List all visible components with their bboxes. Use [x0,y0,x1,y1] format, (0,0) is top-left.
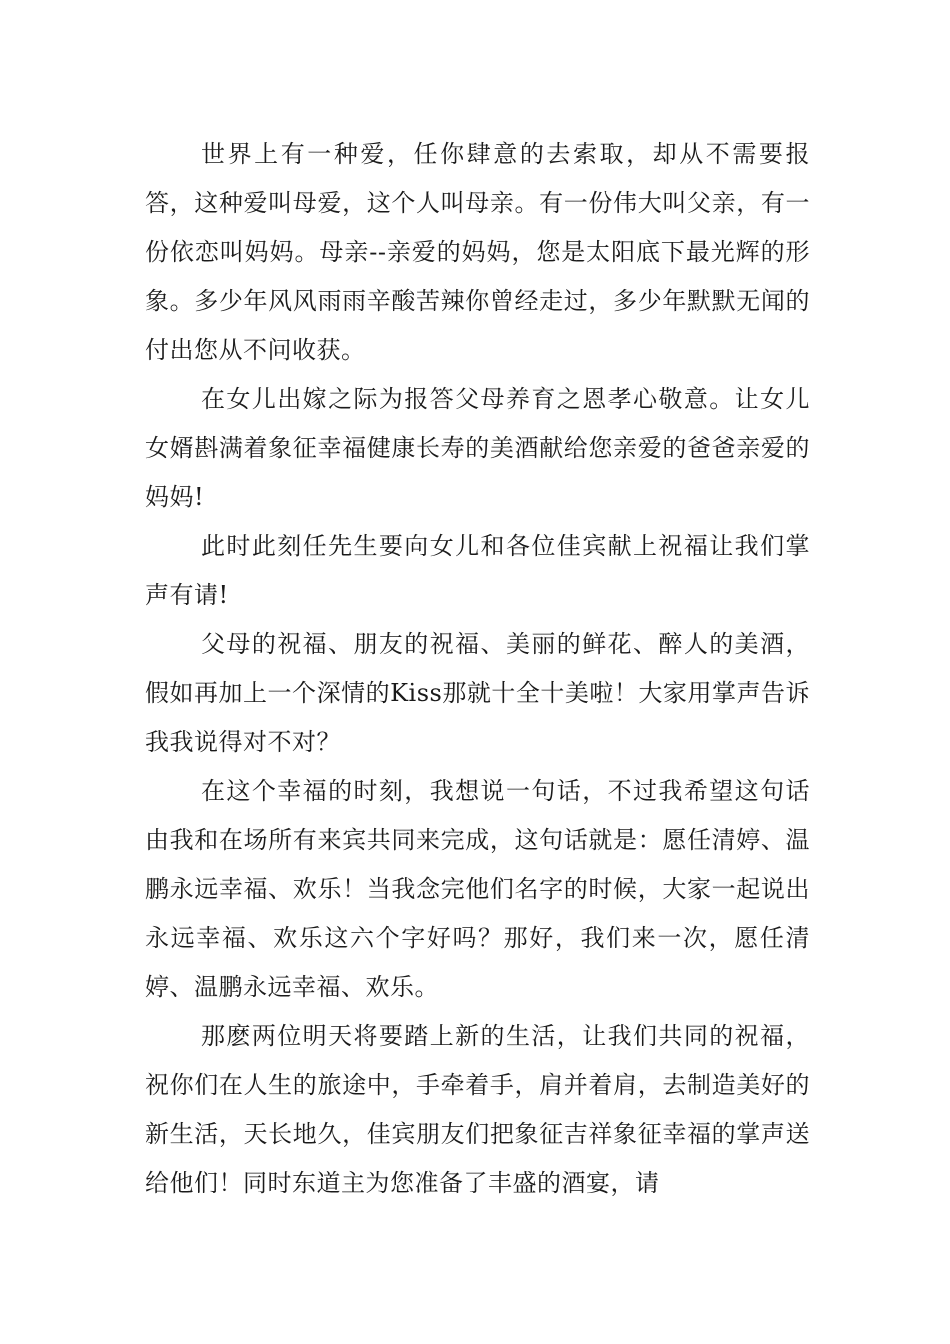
paragraph-wish-together: 在这个幸福的时刻，我想说一句话，不过我希望这句话由我和在场所有来宾共同来完成，这句话就是：愿任清婷、温鹏永远幸福、欢乐！当我念完他们名字的时候，大家一起说出永远幸福、欢乐这六个字好吗？那好，我们来一次，愿任清婷、温鹏永远幸福、欢乐。 [145,777,810,1001]
document-body [145,130,810,1208]
paragraph-mothers-love: 世界上有一种爱，任你肆意的去索取，却从不需要报答，这种爱叫母爱，这个人叫母亲。有一份伟大叫父亲，有一份依恋叫妈妈。母亲--亲爱的妈妈，您是太阳底下最光辉的形象。多少年风风雨雨辛酸苦辣你曾经走过，多少年默默无闻的付出您从不问收获。 [145,140,810,364]
paragraph-mr-ren-blessing: 此时此刻任先生要向女儿和各位佳宾献上祝福让我们掌声有请! [145,532,810,609]
paragraph-new-life: 那麽两位明天将要踏上新的生活，让我们共同的祝福，祝你们在人生的旅途中，手牵着手，肩并着肩，去制造美好的新生活，天长地久，佳宾朋友们把象征吉祥象征幸福的掌声送给他们！同时东道主为您准备了丰盛的酒宴，请 [145,1022,810,1197]
paragraph-kiss: 父母的祝福、朋友的祝福、美丽的鲜花、醉人的美酒，假如再加上一个深情的Kiss那就十全十美啦！大家用掌声告诉我我说得对不对？ [145,630,810,756]
paragraph-toast-parents: 在女儿出嫁之际为报答父母养育之恩孝心敬意。让女儿女婿斟满着象征幸福健康长寿的美酒献给您亲爱的爸爸亲爱的妈妈! [145,385,810,511]
